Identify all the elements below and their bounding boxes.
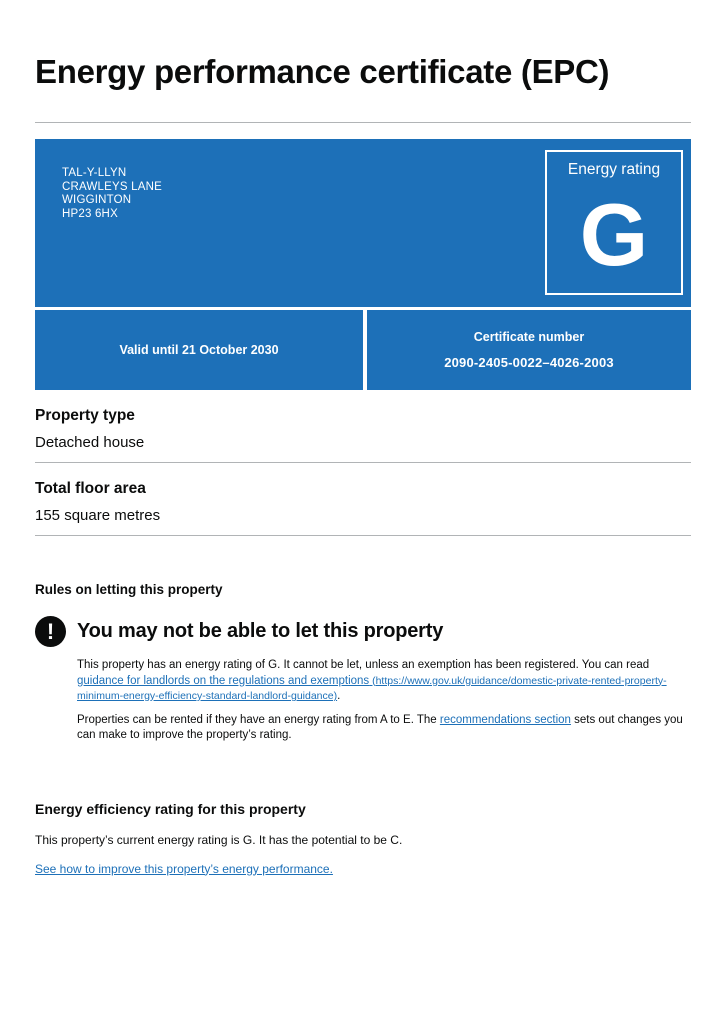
efficiency-section-heading: Energy efficiency rating for this property <box>35 800 306 817</box>
section-divider <box>35 535 691 536</box>
energy-rating-value: G <box>579 185 649 284</box>
warning-paragraph-1 <box>77 658 689 705</box>
certificate-page <box>35 0 691 878</box>
valid-until-text: Valid until 21 October 2030 <box>119 343 279 357</box>
fact-total-floor-area <box>35 478 691 526</box>
warning-body <box>77 616 689 744</box>
certificate-number-cell <box>367 310 691 390</box>
fact-value: 155 square metres <box>35 507 161 524</box>
fact-label: Property type <box>35 407 135 424</box>
fact-value: Detached house <box>35 434 145 451</box>
rules-section-heading: Rules on letting this property <box>35 582 223 597</box>
guidance-for-landlords-link[interactable]: guidance for landlords on the regulations and exemptions <box>77 674 370 687</box>
warning-panel <box>35 616 691 744</box>
address-line: TAL-Y-LLYN <box>62 167 127 179</box>
title-divider <box>35 122 691 123</box>
address-line: HP23 6HX <box>62 207 118 220</box>
recommendations-section-link[interactable]: recommendations section <box>439 713 571 726</box>
epc-summary-bottom <box>35 310 691 390</box>
improve-performance-link[interactable]: See how to improve this property’s energy performance. <box>35 861 333 876</box>
text-segment: Properties can be rented if they have an energy rating from A to E. The <box>77 713 440 726</box>
epc-summary-top <box>35 139 691 307</box>
energy-rating-box <box>545 150 683 295</box>
valid-until-cell <box>35 310 363 390</box>
section-divider <box>35 462 691 463</box>
efficiency-summary-text: This property’s current energy rating is G. It has the potential to be C. <box>35 832 403 847</box>
fact-label: Total floor area <box>35 480 146 497</box>
property-address <box>62 167 162 221</box>
warning-paragraph-2 <box>77 713 689 744</box>
fact-property-type <box>35 405 691 453</box>
text-segment: sets out changes you can make to improve the property’s rating. <box>77 713 683 741</box>
text-segment: . <box>337 690 341 702</box>
page-title: Energy performance certificate (EPC) <box>35 53 610 90</box>
text-segment: This property has an energy rating of G. It cannot be let, unless an exemption has been registered. You can read <box>77 659 650 671</box>
guidance-url-link[interactable]: (https://www.gov.uk/guidance/domestic-private-rented-property-minimum-energy-efficiency-standard-landlord-guidance) <box>77 674 667 702</box>
address-line: CRAWLEYS LANE <box>62 180 162 193</box>
epc-summary-box <box>35 139 691 390</box>
address-line: WIGGINTON <box>62 194 132 206</box>
warning-heading: You may not be able to let this property <box>77 620 444 642</box>
certificate-number-value: 2090-2405-0022–4026-2003 <box>444 355 614 370</box>
certificate-number-label: Certificate number <box>473 330 585 344</box>
exclamation-icon: ! <box>35 616 66 647</box>
energy-rating-label: Energy rating <box>567 161 661 178</box>
